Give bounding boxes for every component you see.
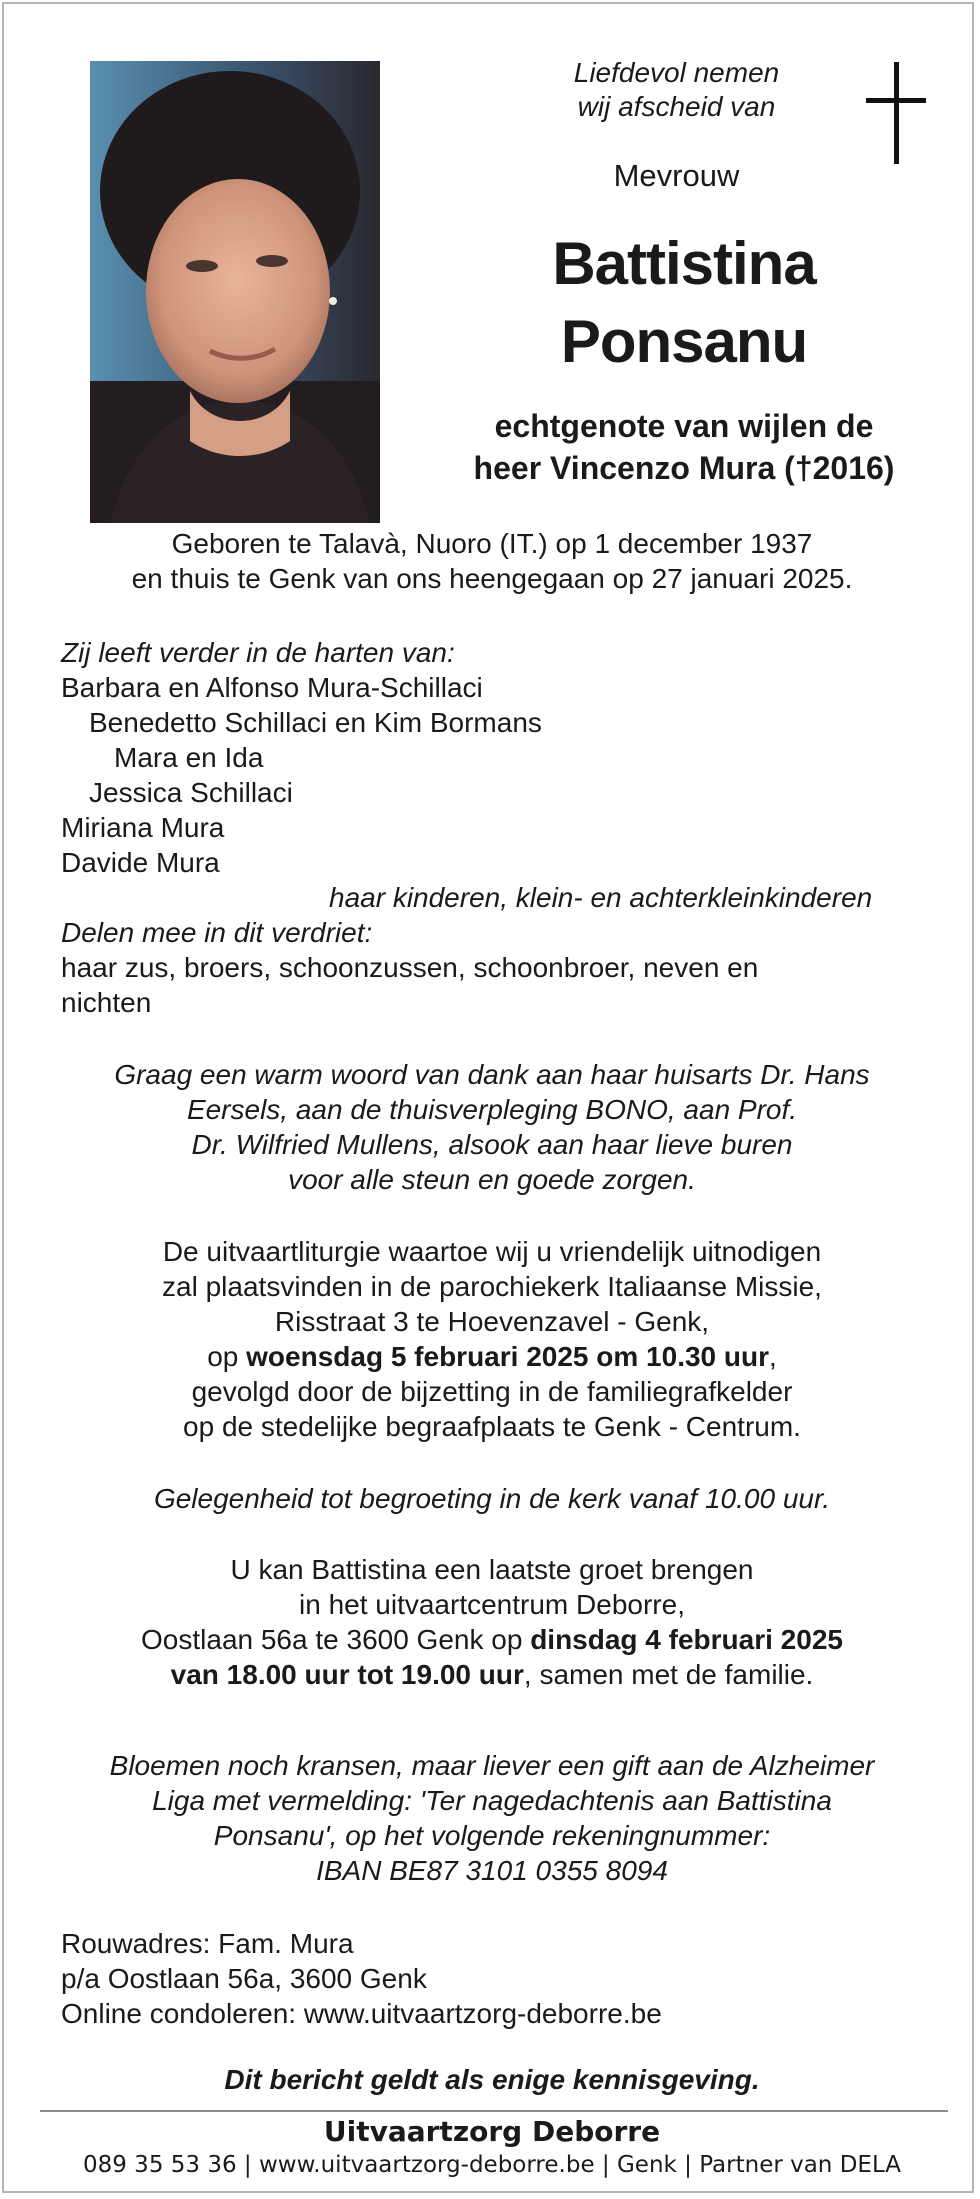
flowers-line-2: Liga met vermelding: 'Ter nagedachtenis aan Battistina bbox=[152, 1785, 832, 1816]
greeting: Gelegenheid tot begroeting in de kerk vanaf 10.00 uur. bbox=[153, 1483, 831, 1514]
intro-line-1: Liefdevol nemen bbox=[573, 57, 780, 88]
family-relation: haar kinderen, klein- en achterkleinkinderen bbox=[329, 882, 873, 913]
service-line-1: De uitvaartliturgie waartoe wij u vriendelijk uitnodigen bbox=[162, 1236, 822, 1267]
family-member: Davide Mura bbox=[61, 847, 220, 878]
thanks-line-1: Graag een warm woord van dank aan haar huisarts Dr. Hans bbox=[114, 1059, 870, 1090]
thanks-line-2: Eersels, aan de thuisverpleging BONO, aan Prof. bbox=[186, 1094, 798, 1125]
farewell-line-1: U kan Battistina een laatste groet brengen bbox=[230, 1554, 754, 1585]
farewell-line-4: van 18.00 uur tot 19.00 uur, samen met de familie. bbox=[170, 1659, 814, 1690]
flowers-line-3: Ponsanu', op het volgende rekeningnummer: bbox=[213, 1820, 771, 1851]
birth-line-1: Geboren te Talavà, Nuoro (IT.) op 1 december 1937 bbox=[171, 528, 813, 559]
birth-line-2: en thuis te Genk van ons heengegaan op 27 januari 2025. bbox=[131, 563, 853, 594]
service-line-4: op woensdag 5 februari 2025 om 10.30 uur, bbox=[207, 1341, 777, 1372]
family-intro: Zij leeft verder in de harten van: bbox=[61, 637, 455, 668]
portrait-photo bbox=[90, 61, 380, 523]
condolence-link[interactable]: Online condoleren: www.uitvaartzorg-deborre.be bbox=[61, 1998, 662, 2029]
share-line-1: haar zus, broers, schoonzussen, schoonbroer, neven en bbox=[61, 952, 759, 983]
thanks-line-4: voor alle steun en goede zorgen. bbox=[288, 1164, 696, 1195]
service-date: woensdag 5 februari 2025 om 10.30 uur bbox=[246, 1341, 770, 1372]
funeral-home-contact[interactable]: 089 35 53 36 | www.uitvaartzorg-deborre.be | Genk | Partner van DELA bbox=[82, 2152, 902, 2178]
share-line-2: nichten bbox=[61, 987, 152, 1018]
flowers-line-1: Bloemen noch kransen, maar liever een gift aan de Alzheimer bbox=[109, 1750, 875, 1781]
family-member: Jessica Schillaci bbox=[89, 777, 293, 808]
farewell-date: dinsdag 4 februari 2025 bbox=[530, 1624, 843, 1655]
cross-icon bbox=[866, 62, 926, 164]
farewell-line-2: in het uitvaartcentrum Deborre, bbox=[299, 1589, 685, 1620]
address-line-2: p/a Oostlaan 56a, 3600 Genk bbox=[61, 1963, 427, 1994]
last-name: Ponsanu bbox=[560, 308, 808, 375]
spouse-line-1: echtgenote van wijlen de bbox=[494, 408, 874, 444]
intro-line-2: wij afscheid van bbox=[577, 91, 776, 122]
service-line-2: zal plaatsvinden in de parochiekerk Italiaanse Missie, bbox=[162, 1271, 822, 1302]
first-name: Battistina bbox=[552, 230, 816, 297]
obituary-card bbox=[2, 2, 974, 2193]
funeral-home-name: Uitvaartzorg Deborre bbox=[323, 2115, 661, 2148]
address-line-1: Rouwadres: Fam. Mura bbox=[61, 1928, 354, 1959]
farewell-time: van 18.00 uur tot 19.00 uur bbox=[170, 1659, 524, 1690]
family-member: Benedetto Schillaci en Kim Bormans bbox=[89, 707, 542, 738]
family-member: Mara en Ida bbox=[114, 742, 264, 773]
service-line-6: op de stedelijke begraafplaats te Genk - Centrum. bbox=[183, 1411, 801, 1442]
share-intro: Delen mee in dit verdriet: bbox=[61, 917, 373, 948]
footer-divider bbox=[40, 2110, 948, 2112]
service-line-3: Risstraat 3 te Hoevenzavel - Genk, bbox=[274, 1306, 710, 1337]
family-member: Miriana Mura bbox=[61, 812, 225, 843]
honorific: Mevrouw bbox=[613, 158, 740, 193]
thanks-line-3: Dr. Wilfried Mullens, alsook aan haar lieve buren bbox=[191, 1129, 793, 1160]
family-member: Barbara en Alfonso Mura-Schillaci bbox=[61, 672, 483, 703]
service-line-5: gevolgd door de bijzetting in de familiegrafkelder bbox=[191, 1376, 793, 1407]
spouse-line-2: heer Vincenzo Mura (†2016) bbox=[473, 450, 895, 486]
farewell-line-3: Oostlaan 56a te 3600 Genk op dinsdag 4 februari 2025 bbox=[141, 1624, 843, 1655]
portrait-image bbox=[90, 61, 380, 523]
notice: Dit bericht geldt als enige kennisgeving. bbox=[224, 2064, 760, 2095]
iban-line: IBAN BE87 3101 0355 8094 bbox=[316, 1855, 668, 1886]
